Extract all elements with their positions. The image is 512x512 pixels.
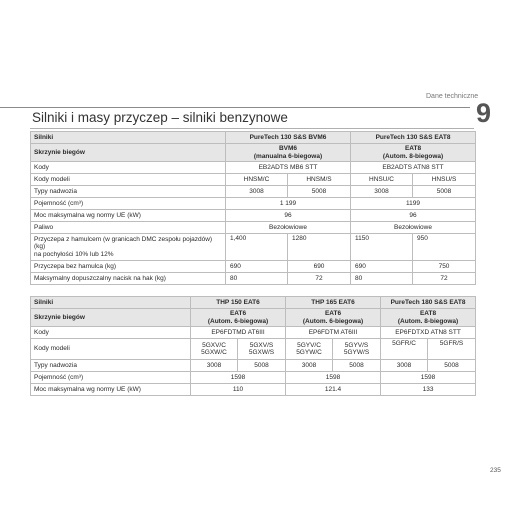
row-label: Pojemność (cm³) (31, 372, 191, 384)
table-cell: 3008 (286, 360, 333, 372)
engine-name: PureTech 130 S&S BVM6 (226, 132, 351, 144)
gearbox-cell (226, 144, 351, 162)
table-cell: 690 (351, 261, 413, 273)
table-cell: 72 (288, 273, 351, 285)
table-cell: EB2ADTS ATN8 STT (351, 162, 476, 174)
model-code: 5GXV/C (202, 341, 226, 349)
gearbox-description: (Autom. 8-biegowa) (397, 317, 459, 325)
table-cell: 110 (191, 384, 286, 396)
gearbox-name: EAT6 (324, 310, 342, 317)
gearbox-name: EAT8 (404, 145, 422, 152)
gearbox-description: (Autom. 6-biegowa) (207, 317, 269, 325)
table-cell: 5008 (238, 360, 286, 372)
row-label-note: na pochyłości 10% lub 12% (34, 251, 114, 259)
table-row-fuel (31, 222, 476, 234)
model-code: 5GYV/S (344, 341, 369, 349)
row-label: Moc maksymalna wg normy UE (kW) (31, 210, 226, 222)
table-cell: HNSU/S (413, 174, 476, 186)
table-cell: 121.4 (286, 384, 381, 396)
table-cell: 3008 (381, 360, 428, 372)
model-code: 5GXV/S (249, 341, 274, 349)
running-header-section: Dane techniczne (426, 93, 479, 100)
row-label: Przyczepa z hamulcem (w granicach DMC zespołu pojazdów) (kg) (34, 235, 213, 251)
table-row-gearbox (31, 144, 476, 162)
table-cell: 96 (226, 210, 351, 222)
row-label: Kody modeli (31, 174, 226, 186)
table-row-model-codes (31, 339, 476, 360)
table-cell: 690 (226, 261, 288, 273)
table-cell: 1598 (381, 372, 476, 384)
gearbox-description: (Autom. 6-biegowa) (302, 317, 364, 325)
table-cell: HNSU/C (351, 174, 413, 186)
gearbox-description: (manualna 6-biegowa) (253, 152, 323, 160)
table-cell (191, 339, 238, 360)
table-row-codes (31, 162, 476, 174)
table-cell: Bezołowiowe (351, 222, 476, 234)
engine-name: PureTech 180 S&S EAT8 (381, 297, 476, 309)
gearbox-description: (Autom. 8-biegowa) (382, 152, 444, 160)
table-row-model-codes (31, 174, 476, 186)
table-row-hitch-load (31, 273, 476, 285)
table-row-unbraked-trailer (31, 261, 476, 273)
table-header-row (31, 132, 476, 144)
row-label: Kody modeli (31, 339, 191, 360)
table-cell (333, 339, 381, 360)
table-cell (238, 339, 286, 360)
table-cell: 96 (351, 210, 476, 222)
table-cell: 5GFR/S (428, 339, 476, 360)
table-cell: 690 (288, 261, 351, 273)
row-label: Skrzynie biegów (31, 309, 191, 327)
model-code: 5GXW/S (248, 349, 275, 357)
model-code: 5GYW/S (343, 349, 370, 357)
table-cell: 950 (413, 234, 476, 261)
title-rule (30, 128, 474, 129)
table-header-row (31, 297, 476, 309)
gearbox-cell (286, 309, 381, 327)
row-label: Typy nadwozia (31, 186, 226, 198)
engine-name: THP 165 EAT6 (286, 297, 381, 309)
table-cell: 3008 (226, 186, 288, 198)
table-row-power (31, 384, 476, 396)
header-rule (0, 107, 470, 108)
model-code: 5GYV/C (297, 341, 321, 349)
table-cell: 133 (381, 384, 476, 396)
row-label: Typy nadwozia (31, 360, 191, 372)
table-row-capacity (31, 198, 476, 210)
row-label: Kody (31, 327, 191, 339)
row-label: Moc maksymalna wg normy UE (kW) (31, 384, 191, 396)
chapter-number: 9 (476, 98, 492, 128)
table-row-body-types (31, 186, 476, 198)
engines-table-2 (30, 296, 476, 396)
table-cell: HNSM/C (226, 174, 288, 186)
table-cell: 1598 (191, 372, 286, 384)
row-label: Skrzynie biegów (31, 144, 226, 162)
table-cell: EB2ADTS MB6 STT (226, 162, 351, 174)
table-cell: 5GFR/C (381, 339, 428, 360)
table-row-body-types (31, 360, 476, 372)
table-cell: 80 (226, 273, 288, 285)
table-cell (286, 339, 333, 360)
table-row-power (31, 210, 476, 222)
engine-name: PureTech 130 S&S EAT8 (351, 132, 476, 144)
gearbox-cell (351, 144, 476, 162)
page-number: 235 (490, 467, 501, 474)
row-label: Kody (31, 162, 226, 174)
row-label: Maksymalny dopuszczalny nacisk na hak (kg) (31, 273, 226, 285)
table-row-codes (31, 327, 476, 339)
model-code: 5GXW/C (201, 349, 227, 357)
gearbox-name: EAT6 (229, 310, 247, 317)
table-cell: 750 (413, 261, 476, 273)
table-cell: 3008 (191, 360, 238, 372)
table-row-capacity (31, 372, 476, 384)
model-code: 5GYW/C (296, 349, 322, 357)
page-title: Silniki i masy przyczep – silniki benzynowe (32, 110, 288, 125)
table-cell: 1199 (351, 198, 476, 210)
row-label: Pojemność (cm³) (31, 198, 226, 210)
row-label-cell (31, 234, 226, 261)
table-cell: 1 199 (226, 198, 351, 210)
gearbox-name: BVM6 (278, 145, 298, 152)
table-cell: 1280 (288, 234, 351, 261)
table-cell: 1,400 (226, 234, 288, 261)
table-cell: 1150 (351, 234, 413, 261)
table-row-braked-trailer (31, 234, 476, 261)
gearbox-name: EAT8 (419, 310, 437, 317)
table-cell: 5008 (413, 186, 476, 198)
gearbox-cell (381, 309, 476, 327)
engines-table-1 (30, 131, 476, 285)
row-label: Paliwo (31, 222, 226, 234)
table-cell: EP6FDTXD ATN8 STT (381, 327, 476, 339)
table-cell: 80 (351, 273, 413, 285)
table-cell: HNSM/S (288, 174, 351, 186)
table-cell: 5008 (333, 360, 381, 372)
header-label: Silniki (31, 297, 191, 309)
table-cell: 72 (413, 273, 476, 285)
table-cell: Bezołowiowe (226, 222, 351, 234)
table-cell: EP6FDTM AT6III (286, 327, 381, 339)
table-cell: 5008 (288, 186, 351, 198)
header-label: Silniki (31, 132, 226, 144)
gearbox-cell (191, 309, 286, 327)
engine-name: THP 150 EAT6 (191, 297, 286, 309)
table-row-gearbox (31, 309, 476, 327)
table-cell: EP6FDTMD AT6III (191, 327, 286, 339)
table-cell: 3008 (351, 186, 413, 198)
row-label: Przyczepa bez hamulca (kg) (31, 261, 226, 273)
table-cell: 1598 (286, 372, 381, 384)
table-cell: 5008 (428, 360, 476, 372)
